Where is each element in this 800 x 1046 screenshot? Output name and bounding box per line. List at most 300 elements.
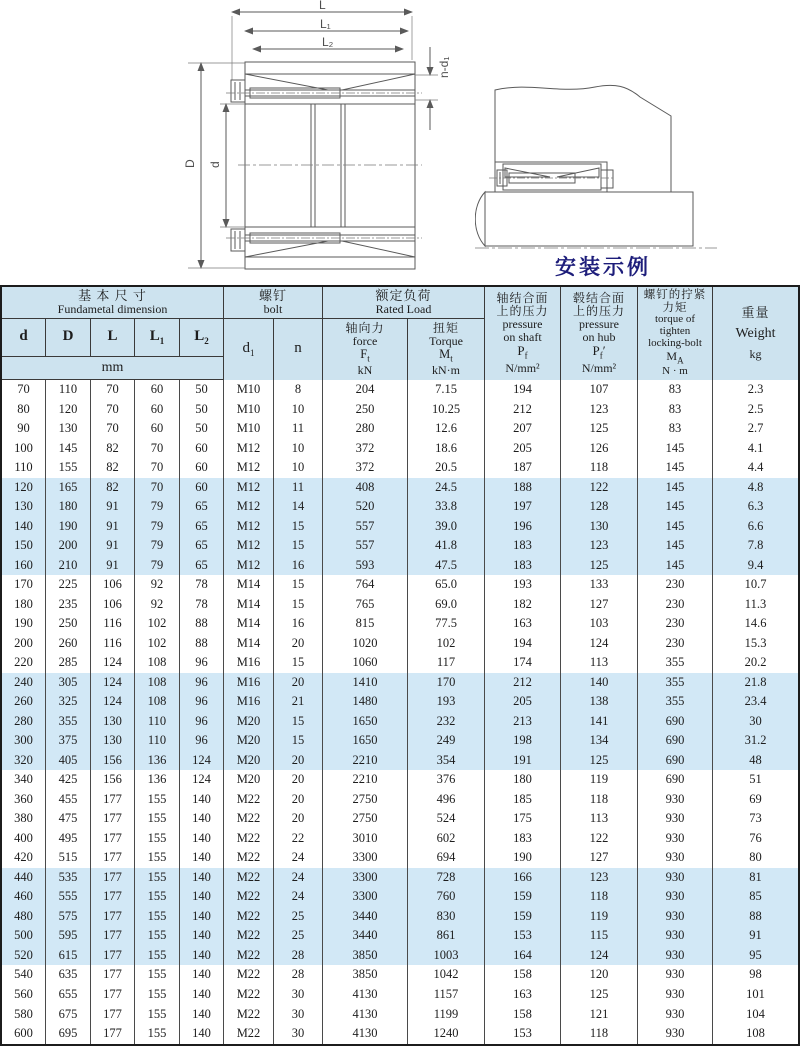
table-cell: 73 (749, 811, 762, 826)
table-cell: 47.5 (408, 556, 485, 576)
table-cell: 655 (46, 985, 91, 1005)
table-cell: 170 (408, 673, 485, 693)
table-row (2, 770, 798, 790)
table-cell: 930 (638, 829, 713, 849)
header-unit-mm: mm (2, 357, 224, 380)
table-cell: 540 (2, 965, 46, 985)
table-cell: 119 (561, 907, 638, 927)
table-cell: M14 (224, 614, 274, 634)
table-cell: 140 (180, 985, 224, 1005)
dim-label-n-d1: n-d₁ (437, 56, 451, 78)
table-cell: 2210 (323, 770, 408, 790)
table-cell: 557 (323, 517, 408, 537)
table-header (2, 287, 798, 380)
table-cell: 180 (46, 497, 91, 517)
table-cell: M22 (224, 809, 274, 829)
table-row (2, 712, 798, 732)
table-cell: 115 (561, 926, 638, 946)
table-cell: 28 (274, 946, 323, 966)
table-cell: M22 (224, 1024, 274, 1044)
table-cell: 4.1 (747, 440, 764, 455)
table-cell: 145 (638, 556, 713, 576)
table-cell: 180 (2, 595, 46, 615)
table-cell: 183 (485, 829, 561, 849)
table-cell: 134 (561, 731, 638, 751)
table-cell: 85 (749, 889, 762, 904)
table-cell: 123 (561, 536, 638, 556)
table-cell: 187 (485, 458, 561, 478)
table-cell: 8 (274, 380, 323, 400)
table-cell: 15 (274, 536, 323, 556)
table-cell: 360 (2, 790, 46, 810)
table-cell: 1650 (323, 712, 408, 732)
table-cell: 124 (561, 946, 638, 966)
table-cell: M12 (224, 497, 274, 517)
table-cell: 190 (46, 517, 91, 537)
table-cell: 91 (91, 517, 135, 537)
table-cell: 127 (561, 595, 638, 615)
table-cell: 140 (180, 848, 224, 868)
table-cell: M10 (224, 380, 274, 400)
table-cell: 48 (749, 752, 762, 767)
table-cell: 250 (46, 614, 91, 634)
table-cell: 90 (2, 419, 46, 439)
table-cell: 205 (485, 692, 561, 712)
table-body (2, 380, 798, 1044)
table-cell: 15 (274, 653, 323, 673)
table-cell: 79 (135, 497, 180, 517)
table-cell: 166 (485, 868, 561, 888)
table-cell: 153 (485, 926, 561, 946)
header-col-d: d (2, 319, 46, 357)
table-cell: 124 (180, 770, 224, 790)
table-cell: 355 (638, 673, 713, 693)
table-cell: 213 (485, 712, 561, 732)
table-cell: 113 (561, 809, 638, 829)
table-cell: 177 (91, 829, 135, 849)
dim-label-L1: L₁ (320, 17, 331, 31)
table-cell: M22 (224, 848, 274, 868)
table-cell: 140 (180, 926, 224, 946)
table-row (2, 848, 798, 868)
table-cell: 155 (135, 790, 180, 810)
table-cell: 119 (561, 770, 638, 790)
table-cell: 183 (485, 556, 561, 576)
table-cell: 600 (2, 1024, 46, 1044)
table-cell: 28 (274, 965, 323, 985)
table-cell: 92 (135, 575, 180, 595)
table-cell: 140 (2, 517, 46, 537)
table-cell: 177 (91, 985, 135, 1005)
table-cell: 230 (638, 614, 713, 634)
table-cell: 420 (2, 848, 46, 868)
table-cell: 675 (46, 1005, 91, 1025)
table-cell: 138 (561, 692, 638, 712)
table-row (2, 946, 798, 966)
table-row (2, 926, 798, 946)
table-row (2, 439, 798, 459)
table-cell: 70 (91, 380, 135, 400)
table-cell: 15 (274, 712, 323, 732)
table-cell: 82 (91, 439, 135, 459)
header-col-force: 轴向力 force $F_t$ kN (323, 319, 408, 380)
table-cell: 635 (46, 965, 91, 985)
table-cell: 83 (638, 419, 713, 439)
table-cell: 140 (180, 868, 224, 888)
header-col-d1: $d_1$ (224, 319, 274, 380)
table-cell: 77.5 (408, 614, 485, 634)
table-cell: 10 (274, 439, 323, 459)
table-cell: 141 (561, 712, 638, 732)
table-cell: 158 (485, 965, 561, 985)
table-cell: 230 (638, 634, 713, 654)
table-cell: 116 (91, 634, 135, 654)
table-cell: 174 (485, 653, 561, 673)
table-cell: 280 (2, 712, 46, 732)
table-cell: 118 (561, 887, 638, 907)
installation-caption: 安装示例 (555, 255, 651, 279)
table-row (2, 419, 798, 439)
table-cell: 155 (135, 965, 180, 985)
table-cell: 12.6 (408, 419, 485, 439)
dim-label-d: d (208, 161, 222, 168)
table-cell: 3300 (323, 848, 408, 868)
table-cell: 930 (638, 985, 713, 1005)
table-cell: M22 (224, 1005, 274, 1025)
table-row (2, 985, 798, 1005)
table-cell: 372 (323, 439, 408, 459)
table-cell: 92 (135, 595, 180, 615)
table-cell: 91 (91, 536, 135, 556)
table-cell: 15 (274, 595, 323, 615)
table-cell: 188 (485, 478, 561, 498)
table-cell: 24 (274, 868, 323, 888)
header-bolt: 螺钉 bolt (224, 287, 323, 319)
table-cell: 15 (274, 575, 323, 595)
table-row (2, 517, 798, 537)
table-cell: 113 (561, 653, 638, 673)
table-cell: 225 (46, 575, 91, 595)
table-cell: 120 (46, 400, 91, 420)
table-cell: 194 (485, 634, 561, 654)
table-cell: 50 (180, 400, 224, 420)
table-cell: 155 (135, 926, 180, 946)
table-cell: 20 (274, 770, 323, 790)
table-cell: 455 (46, 790, 91, 810)
table-cell: 140 (561, 673, 638, 693)
table-cell: M20 (224, 770, 274, 790)
table-cell: 207 (485, 419, 561, 439)
table-row (2, 1005, 798, 1025)
table-cell: 10 (274, 458, 323, 478)
table-cell: 95 (749, 947, 762, 962)
table-cell: 20 (274, 751, 323, 771)
table-cell: 96 (180, 673, 224, 693)
table-cell: M20 (224, 712, 274, 732)
table-cell: 70 (91, 419, 135, 439)
table-cell: 260 (2, 692, 46, 712)
table-cell: 20 (274, 809, 323, 829)
table-cell: 15 (274, 517, 323, 537)
table-cell: 159 (485, 887, 561, 907)
table-cell: 116 (91, 614, 135, 634)
table-cell: 155 (135, 985, 180, 1005)
table-cell: 515 (46, 848, 91, 868)
table-cell: M12 (224, 478, 274, 498)
table-cell: 930 (638, 1005, 713, 1025)
table-cell: 2750 (323, 809, 408, 829)
table-cell: 125 (561, 419, 638, 439)
table-cell: 60 (135, 419, 180, 439)
table-cell: 2750 (323, 790, 408, 810)
table-cell: 177 (91, 926, 135, 946)
table-cell: 9.4 (747, 557, 764, 572)
table-cell: 520 (323, 497, 408, 517)
table-cell: 23.4 (744, 694, 767, 709)
table-cell: M22 (224, 926, 274, 946)
table-cell: 480 (2, 907, 46, 927)
table-cell: 140 (180, 1024, 224, 1044)
table-cell: 136 (135, 751, 180, 771)
table-cell: 20.5 (408, 458, 485, 478)
table-cell: 10.7 (744, 577, 767, 592)
table-cell: 930 (638, 790, 713, 810)
table-cell: 16 (274, 614, 323, 634)
table-row (2, 887, 798, 907)
table-cell: 190 (485, 848, 561, 868)
table-cell: 156 (91, 770, 135, 790)
table-cell: 180 (485, 770, 561, 790)
table-cell: 595 (46, 926, 91, 946)
table-cell: 91 (91, 556, 135, 576)
table-cell: 1003 (408, 946, 485, 966)
table-cell: 82 (91, 478, 135, 498)
table-cell: 7.15 (408, 380, 485, 400)
table-cell: 694 (408, 848, 485, 868)
table-cell: 930 (638, 907, 713, 927)
table-cell: 124 (180, 751, 224, 771)
table-cell: 20 (274, 790, 323, 810)
table-cell: 193 (408, 692, 485, 712)
table-cell: 155 (135, 946, 180, 966)
table-cell: 1199 (408, 1005, 485, 1025)
dim-label-L: L (319, 0, 326, 12)
table-cell: 140 (180, 907, 224, 927)
table-cell: 121 (561, 1005, 638, 1025)
table-row (2, 556, 798, 576)
table-cell: 108 (135, 692, 180, 712)
header-weight: 重量 Weight kg (735, 305, 776, 361)
table-cell: 101 (746, 986, 765, 1001)
table-cell: 107 (561, 380, 638, 400)
table-cell: 155 (135, 1024, 180, 1044)
table-cell: 122 (561, 829, 638, 849)
table-row (2, 653, 798, 673)
table-cell: 285 (46, 653, 91, 673)
table-cell: 690 (638, 712, 713, 732)
table-cell: 30 (274, 1005, 323, 1025)
table-cell: 88 (180, 634, 224, 654)
table-cell: 764 (323, 575, 408, 595)
table-cell: 3850 (323, 965, 408, 985)
table-cell: 145 (638, 478, 713, 498)
table-cell: 127 (561, 848, 638, 868)
table-cell: 104 (746, 1006, 765, 1021)
table-cell: 30 (749, 713, 762, 728)
table-cell: M10 (224, 400, 274, 420)
table-cell: 41.8 (408, 536, 485, 556)
header-basic-dimension: 基 本 尺 寸 Fundametal dimension (2, 287, 224, 319)
table-cell: 110 (46, 380, 91, 400)
table-cell: 150 (2, 536, 46, 556)
table-cell: 65 (180, 556, 224, 576)
table-cell: 140 (180, 965, 224, 985)
table-cell: 210 (46, 556, 91, 576)
table-cell: 15.3 (744, 635, 767, 650)
table-cell: 305 (46, 673, 91, 693)
table-cell: 930 (638, 946, 713, 966)
table-cell: M14 (224, 575, 274, 595)
table-cell: 65.0 (408, 575, 485, 595)
table-cell: 196 (485, 517, 561, 537)
table-cell: 118 (561, 1024, 638, 1044)
table-cell: 25 (274, 926, 323, 946)
table-cell: 575 (46, 907, 91, 927)
table-cell: 690 (638, 770, 713, 790)
table-cell: 690 (638, 731, 713, 751)
table-cell: 185 (485, 790, 561, 810)
table-cell: 120 (2, 478, 46, 498)
table-cell: 145 (638, 439, 713, 459)
table-cell: 60 (135, 400, 180, 420)
table-row (2, 400, 798, 420)
table-cell: 110 (135, 712, 180, 732)
table-cell: 177 (91, 848, 135, 868)
table-cell: 1480 (323, 692, 408, 712)
table-cell: 103 (561, 614, 638, 634)
table-cell: 232 (408, 712, 485, 732)
table-cell: 191 (485, 751, 561, 771)
table-cell: 20 (274, 673, 323, 693)
table-cell: 3440 (323, 926, 408, 946)
table-row (2, 692, 798, 712)
table-cell: 140 (180, 1005, 224, 1025)
table-cell: 10.25 (408, 400, 485, 420)
table-cell: 930 (638, 868, 713, 888)
table-cell: 177 (91, 965, 135, 985)
table-cell: 128 (561, 497, 638, 517)
table-cell: 159 (485, 907, 561, 927)
table-cell: 1410 (323, 673, 408, 693)
table-row (2, 829, 798, 849)
table-cell: 124 (91, 653, 135, 673)
table-cell: M12 (224, 439, 274, 459)
table-cell: 4130 (323, 1024, 408, 1044)
table-cell: 280 (323, 419, 408, 439)
table-cell: 2.5 (747, 401, 764, 416)
table-cell: 163 (485, 614, 561, 634)
table-cell: 930 (638, 848, 713, 868)
table-cell: 300 (2, 731, 46, 751)
table-cell: 78 (180, 575, 224, 595)
table-row (2, 536, 798, 556)
table-cell: 96 (180, 653, 224, 673)
table-cell: 183 (485, 536, 561, 556)
table-cell: 320 (2, 751, 46, 771)
table-cell: 60 (180, 478, 224, 498)
table-cell: 155 (135, 809, 180, 829)
table-cell: 815 (323, 614, 408, 634)
table-cell: 163 (485, 985, 561, 1005)
table-cell: 2210 (323, 751, 408, 771)
table-cell: 24 (274, 848, 323, 868)
table-cell: 250 (323, 400, 408, 420)
table-cell: 155 (135, 848, 180, 868)
table-cell: 400 (2, 829, 46, 849)
table-cell: 24 (274, 887, 323, 907)
table-cell: M22 (224, 790, 274, 810)
table-cell: 260 (46, 634, 91, 654)
table-cell: 355 (46, 712, 91, 732)
table-cell: 440 (2, 868, 46, 888)
table-cell: 1020 (323, 634, 408, 654)
header-col-n: n (274, 319, 323, 380)
table-cell: 375 (46, 731, 91, 751)
table-cell: 930 (638, 965, 713, 985)
table-cell: 24.5 (408, 478, 485, 498)
table-cell: 20.2 (744, 655, 767, 670)
table-cell: 126 (561, 439, 638, 459)
table-cell: 372 (323, 458, 408, 478)
table-cell: 88 (749, 908, 762, 923)
table-cell: 96 (180, 712, 224, 732)
table-cell: 524 (408, 809, 485, 829)
table-row (2, 965, 798, 985)
table-cell: 30 (274, 1024, 323, 1044)
table-cell: 118 (561, 458, 638, 478)
table-cell: 91 (749, 928, 762, 943)
table-cell: 155 (135, 887, 180, 907)
table-cell: 177 (91, 868, 135, 888)
table-cell: M12 (224, 556, 274, 576)
table-cell: 130 (46, 419, 91, 439)
table-cell: 102 (135, 614, 180, 634)
table-row (2, 1024, 798, 1044)
table-row (2, 380, 798, 400)
table-cell: 80 (749, 850, 762, 865)
table-cell: 80 (2, 400, 46, 420)
table-cell: 3300 (323, 868, 408, 888)
table-cell: 122 (561, 478, 638, 498)
header-col-D: D (46, 319, 91, 357)
table-row (2, 809, 798, 829)
table-cell: 136 (135, 770, 180, 790)
table-cell: 2.7 (747, 421, 764, 436)
table-cell: 155 (46, 458, 91, 478)
table-cell: 164 (485, 946, 561, 966)
table-cell: 193 (485, 575, 561, 595)
table-cell: 155 (135, 868, 180, 888)
table-cell: 123 (561, 868, 638, 888)
dim-label-D: D (183, 159, 197, 168)
table-cell: M16 (224, 673, 274, 693)
table-cell: 11.3 (744, 596, 767, 611)
table-cell: 230 (638, 575, 713, 595)
table-cell: M22 (224, 868, 274, 888)
table-cell: 170 (2, 575, 46, 595)
table-cell: 6.3 (747, 499, 764, 514)
table-cell: 930 (638, 1024, 713, 1044)
